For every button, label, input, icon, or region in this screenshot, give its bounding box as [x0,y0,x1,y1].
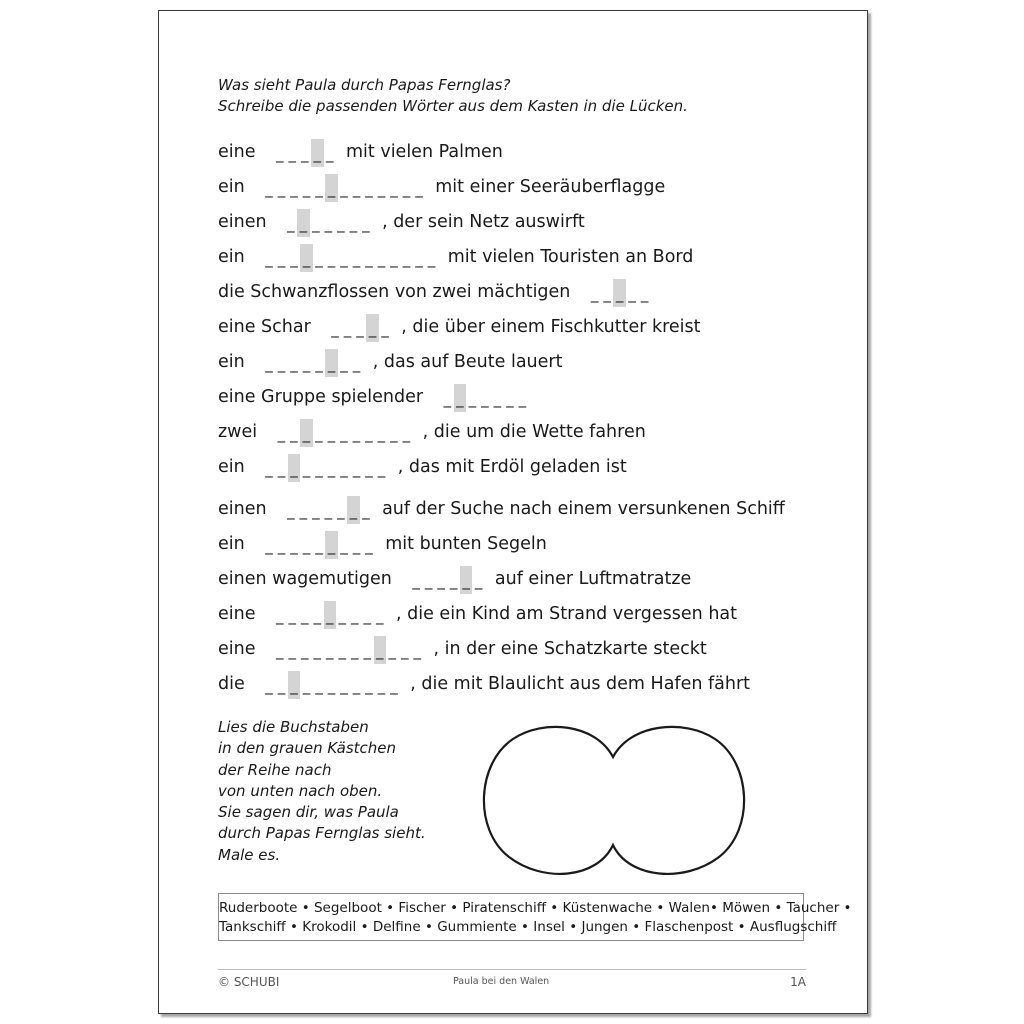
letter-slot: _ [401,642,409,660]
letter-slot: _ [340,460,348,478]
grey-letter-box: _ [325,349,338,377]
letter-slot: _ [301,607,309,625]
letter-slot: _ [628,285,636,303]
letter-slot: _ [340,355,348,373]
row-text-after: mit bunten Segeln [385,534,547,554]
letter-slot: _ [363,607,371,625]
cloze-row [218,634,707,664]
letter-slot: _ [301,145,309,163]
cloze-row [218,172,665,202]
letter-slot: _ [265,537,273,555]
letter-slot: _ [352,250,361,268]
letter-slot: _ [338,642,346,660]
letter-slot: _ [362,502,370,520]
row-text-after: , die um die Wette fahren [422,422,646,442]
cloze-row [218,417,646,447]
letter-slot: _ [302,677,311,695]
cloze-row [218,242,693,272]
cloze-row [218,529,547,559]
letter-slot: _ [506,390,514,408]
worksheet-page [158,10,868,1014]
cloze-row [218,382,539,412]
letter-slot: _ [381,320,389,338]
cloze-row [218,277,661,307]
letter-slot: _ [365,425,373,443]
letter-slot: _ [468,390,477,408]
letter-slot: _ [376,607,384,625]
letter-slot: _ [415,250,423,268]
letter-slot: _ [590,285,599,303]
letter-slot: _ [265,250,273,268]
row-text-before: eine [218,604,256,624]
letter-slot: _ [424,572,433,590]
row-text-after: mit vielen Touristen an Bord [447,247,694,267]
letter-slot: _ [312,502,320,520]
letter-slot: _ [603,285,611,303]
letter-slot: _ [276,607,284,625]
letter-slot: _ [315,677,323,695]
binocular-drawing-area[interactable] [471,719,761,879]
answer-blank[interactable] [588,277,651,307]
row-text-before: ein [218,457,245,477]
grey-letter-box: _ [347,496,360,524]
letter-slot: _ [402,425,411,443]
cloze-row [218,452,627,482]
page-number: 1A [790,975,806,989]
cloze-row [218,599,737,629]
letter-slot: _ [290,250,298,268]
letter-slot: _ [276,642,284,660]
reading-line: Sie sagen dir, was Paula [218,803,399,822]
letter-slot: _ [277,250,286,268]
word-box [218,893,852,941]
footer-divider [218,969,806,970]
letter-slot: _ [302,460,311,478]
letter-slot: _ [313,642,321,660]
letter-slot: _ [340,677,348,695]
letter-slot: _ [363,642,371,660]
row-text-before: eine [218,142,256,162]
letter-slot: _ [315,537,323,555]
grey-letter-box: _ [297,209,310,237]
reading-line: Lies die Buchstaben [218,718,369,736]
word-box-line-1: Ruderboote • Segelboot • Fischer • Piratenschiff • Küstenwache • Walen• Möwen • Taucher • [219,900,852,916]
letter-slot: _ [277,460,286,478]
row-text-before: ein [218,534,245,554]
letter-slot: _ [288,145,296,163]
letter-slot: _ [493,390,502,408]
answer-blank[interactable] [441,382,529,412]
cloze-row [218,669,750,699]
row-text-after: mit einer Seeräuberflagge [435,177,666,197]
letter-slot: _ [337,502,345,520]
letter-slot: _ [351,607,359,625]
answer-blank[interactable] [274,634,424,664]
letter-slot: _ [415,180,423,198]
word-box-line-2: Tankschiff • Krokodil • Delfine • Gummiente • Insel • Jungen • Flaschenpost • Ausflugschiff [219,919,837,935]
row-text-after: mit vielen Palmen [346,142,503,162]
row-text-after: , der sein Netz auswirft [382,212,585,232]
copyright: © SCHUBI [218,975,280,989]
cloze-row [218,312,701,342]
letter-slot: _ [290,355,298,373]
letter-slot: _ [340,180,348,198]
letter-slot: _ [343,320,352,338]
answer-blank[interactable] [274,599,387,629]
grey-letter-box: _ [288,671,301,699]
letter-slot: _ [352,460,361,478]
letter-slot: _ [299,502,308,520]
letter-slot: _ [276,145,284,163]
grey-letter-box: _ [288,454,301,482]
letter-slot: _ [313,607,321,625]
letter-slot: _ [390,250,398,268]
row-text-before: die [218,674,245,694]
answer-blank[interactable] [275,417,413,447]
grey-letter-box: _ [454,384,467,412]
answer-blank[interactable] [263,347,363,377]
grey-letter-box: _ [325,531,338,559]
letter-slot: _ [349,215,358,233]
task-instructions [218,75,688,117]
reading-line: durch Papas Fernglas sieht. [218,824,426,843]
letter-slot: _ [265,355,273,373]
letter-slot: _ [327,250,336,268]
letter-slot: _ [390,425,398,443]
letter-slot: _ [277,180,286,198]
grey-letter-box: _ [613,279,626,307]
row-text-before: die Schwanzflossen von zwei mächtigen [218,282,571,302]
letter-slot: _ [287,215,295,233]
row-text-before: einen wagemutigen [218,569,392,589]
answer-blank[interactable] [274,137,337,167]
letter-slot: _ [315,250,323,268]
letter-slot: _ [412,572,420,590]
letter-slot: _ [277,677,286,695]
letter-slot: _ [277,355,286,373]
letter-slot: _ [402,180,411,198]
cloze-row [218,564,691,594]
letter-slot: _ [443,390,452,408]
letter-slot: _ [365,460,373,478]
letter-slot: _ [377,425,386,443]
letter-slot: _ [365,677,373,695]
letter-slot: _ [337,215,345,233]
cloze-row [218,494,785,524]
letter-slot: _ [277,425,286,443]
row-text-after: , das mit Erdöl geladen ist [397,457,627,477]
letter-slot: _ [377,250,386,268]
letter-slot: _ [352,677,361,695]
letter-slot: _ [352,180,361,198]
answer-blank[interactable] [285,207,373,237]
row-text-after: , die mit Blaulicht aus dem Hafen fährt [410,674,751,694]
letter-slot: _ [277,537,286,555]
letter-slot: _ [288,607,296,625]
letter-slot: _ [326,642,334,660]
letter-slot: _ [290,537,298,555]
letter-slot: _ [302,180,311,198]
letter-slot: _ [312,215,320,233]
grey-letter-box: _ [460,566,473,594]
letter-slot: _ [315,460,323,478]
letter-slot: _ [290,425,298,443]
letter-slot: _ [288,642,296,660]
letter-slot: _ [324,502,333,520]
row-text-before: einen [218,499,267,519]
letter-slot: _ [640,285,649,303]
cloze-row [218,347,562,377]
letter-slot: _ [315,180,323,198]
reading-line: in den grauen Kästchen [218,739,397,758]
cloze-row [218,207,585,237]
row-text-after: , das auf Beute lauert [372,352,563,372]
letter-slot: _ [340,537,348,555]
row-text-before: ein [218,352,245,372]
grey-letter-box: _ [311,139,324,167]
letter-slot: _ [340,250,348,268]
letter-slot: _ [340,425,348,443]
letter-slot: _ [402,250,411,268]
cloze-row [218,137,503,167]
letter-slot: _ [351,642,359,660]
grey-letter-box: _ [366,314,379,342]
letter-slot: _ [315,425,323,443]
letter-slot: _ [362,215,370,233]
answer-blank[interactable] [329,312,392,342]
instruction-line-2: Schreibe die passenden Wörter aus dem Kasten in die Lücken. [218,97,688,115]
row-text-before: eine Schar [218,317,311,337]
letter-slot: _ [365,250,373,268]
instruction-line-1: Was sieht Paula durch Papas Fernglas? [218,76,511,94]
letter-slot: _ [302,355,311,373]
letter-slot: _ [365,180,373,198]
grey-letter-box: _ [324,601,337,629]
letter-slot: _ [377,460,386,478]
reading-line: der Reihe nach [218,760,332,779]
letter-slot: _ [327,460,336,478]
grey-letter-box: _ [374,636,387,664]
letter-slot: _ [427,250,436,268]
reading-line: von unten nach oben. [218,781,383,800]
letter-slot: _ [390,180,398,198]
answer-blank[interactable] [263,242,438,272]
row-text-before: ein [218,177,245,197]
letter-slot: _ [388,642,396,660]
row-text-after: , in der eine Schatzkarte steckt [433,639,707,659]
letter-slot: _ [377,677,386,695]
letter-slot: _ [324,215,333,233]
letter-slot: _ [413,642,421,660]
row-text-before: ein [218,247,245,267]
reading-line: Male es. [218,845,281,864]
reading-instructions [218,717,426,866]
row-text-after: , die über einem Fischkutter kreist [401,317,701,337]
letter-slot: _ [365,537,373,555]
binocular-outline [484,727,744,874]
grey-letter-box: _ [325,174,338,202]
letter-slot: _ [265,180,273,198]
grey-letter-box: _ [300,244,313,272]
row-text-before: eine [218,639,256,659]
letter-slot: _ [327,425,336,443]
letter-slot: _ [326,145,334,163]
row-text-after: auf einer Luftmatratze [494,569,692,589]
answer-blank[interactable] [263,172,426,202]
letter-slot: _ [301,642,309,660]
letter-slot: _ [315,355,323,373]
letter-slot: _ [327,677,336,695]
letter-slot: _ [474,572,483,590]
letter-slot: _ [356,320,364,338]
letter-slot: _ [287,502,295,520]
answer-blank[interactable] [263,529,376,559]
letter-slot: _ [302,537,311,555]
row-text-after: , die ein Kind am Strand vergessen hat [396,604,738,624]
letter-slot: _ [518,390,527,408]
letter-slot: _ [352,355,361,373]
letter-slot: _ [352,537,361,555]
answer-blank[interactable] [285,494,373,524]
letter-slot: _ [265,677,273,695]
worksheet-title: Paula bei den Walen [453,976,550,987]
row-text-after: auf der Suche nach einem versunkenen Schiff [382,499,785,519]
letter-slot: _ [437,572,445,590]
answer-blank[interactable] [410,564,485,594]
letter-slot: _ [390,677,398,695]
answer-blank[interactable] [263,452,388,482]
letter-slot: _ [290,180,298,198]
letter-slot: _ [481,390,489,408]
answer-blank[interactable] [263,669,401,699]
letter-slot: _ [449,572,458,590]
grey-letter-box: _ [300,419,313,447]
letter-slot: _ [265,460,273,478]
row-text-before: zwei [218,422,258,442]
letter-slot: _ [338,607,346,625]
row-text-before: einen [218,212,267,232]
letter-slot: _ [377,180,386,198]
row-text-before: eine Gruppe spielender [218,387,424,407]
letter-slot: _ [331,320,339,338]
letter-slot: _ [352,425,361,443]
